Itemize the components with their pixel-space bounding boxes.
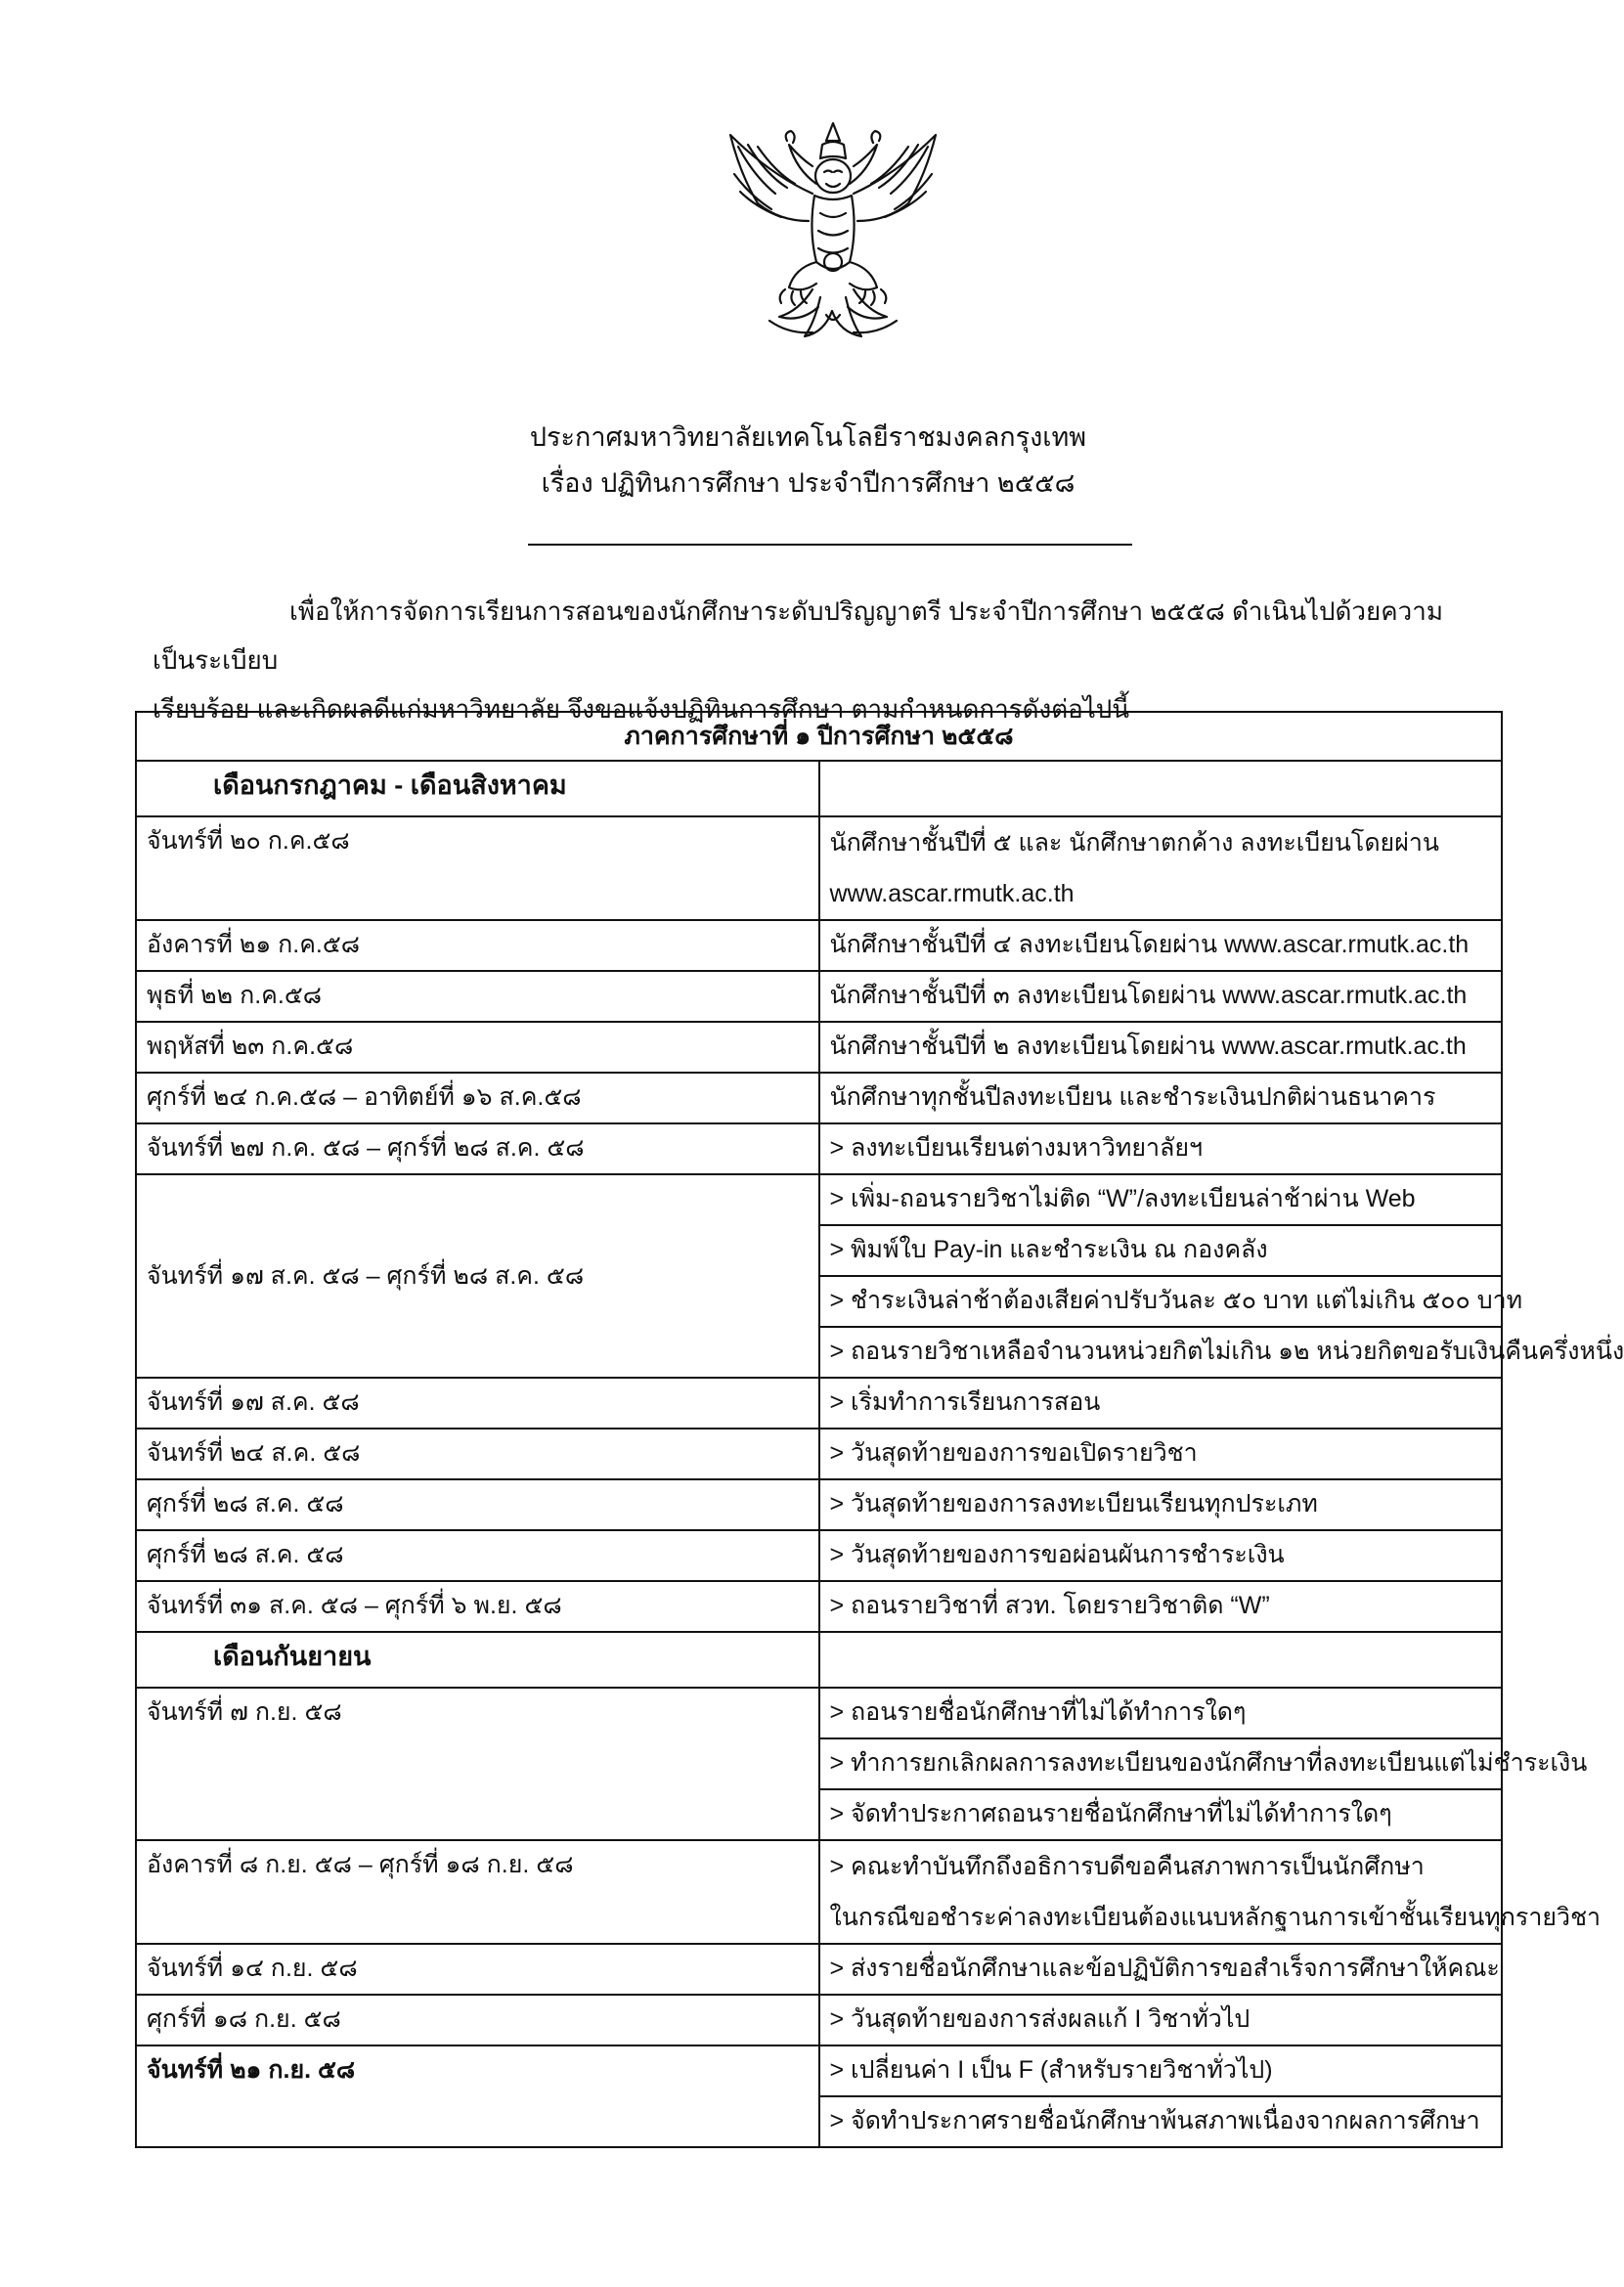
activity-cell: > จัดทำประกาศรายชื่อนักศึกษาพ้นสภาพเนื่องจากผลการศึกษา <box>819 2096 1503 2147</box>
date-cell: ศุกร์ที่ ๑๘ ก.ย. ๕๘ <box>136 1995 819 2045</box>
activity-cell <box>819 816 1503 920</box>
date-cell: ศุกร์ที่ ๒๘ ส.ค. ๕๘ <box>136 1479 819 1530</box>
month-header: เดือนกันยายน <box>136 1632 819 1688</box>
activity-cell: > เปลี่ยนค่า I เป็น F (สำหรับรายวิชาทั่วไป) <box>819 2045 1503 2096</box>
activity-cell: > เพิ่ม-ถอนรายวิชาไม่ติด “W”/ลงทะเบียนล่าช้าผ่าน Web <box>819 1174 1503 1225</box>
table-row <box>136 1123 1502 1174</box>
table-row <box>136 1944 1502 1995</box>
activity-cell: > ลงทะเบียนเรียนต่างมหาวิทยาลัยฯ <box>819 1123 1503 1174</box>
date-cell: จันทร์ที่ ๑๗ ส.ค. ๕๘ <box>136 1378 819 1429</box>
table-row <box>136 971 1502 1022</box>
activity-cell: > พิมพ์ใบ Pay-in และชำระเงิน ณ กองคลัง <box>819 1225 1503 1276</box>
table-row <box>136 1174 1502 1225</box>
activity-cell: > ชำระเงินล่าช้าต้องเสียค่าปรับวันละ ๕๐ บาท แต่ไม่เกิน ๕๐๐ บาท <box>819 1276 1503 1327</box>
activity-cell: > ส่งรายชื่อนักศึกษาและข้อปฏิบัติการขอสำเร็จการศึกษาให้คณะ <box>819 1944 1503 1995</box>
month-header-row <box>136 761 1502 816</box>
date-cell: อังคารที่ ๒๑ ก.ค.๕๘ <box>136 920 819 971</box>
table-row <box>136 1581 1502 1632</box>
date-cell: พฤหัสที่ ๒๓ ก.ค.๕๘ <box>136 1022 819 1073</box>
date-cell: จันทร์ที่ ๒๔ ส.ค. ๕๘ <box>136 1429 819 1479</box>
activity-cell: > จัดทำประกาศถอนรายชื่อนักศึกษาที่ไม่ได้ทำการใดๆ <box>819 1789 1503 1840</box>
table-row <box>136 816 1502 920</box>
month-header-row <box>136 1632 1502 1688</box>
table-row <box>136 1995 1502 2045</box>
table-row <box>136 920 1502 971</box>
announcement-subject: เรื่อง ปฏิทินการศึกษา ประจำปีการศึกษา ๒๕๕๘ <box>541 468 1075 498</box>
activity-cell: > วันสุดท้ายของการขอผ่อนผันการชำระเงิน <box>819 1530 1503 1581</box>
activity-link: www.ascar.rmutk.ac.th <box>829 880 1075 907</box>
activity-text: นักศึกษาชั้นปีที่ ๕ และ นักศึกษาตกค้าง ลงทะเบียนโดยผ่าน <box>829 829 1439 857</box>
activity-cell: นักศึกษาทุกชั้นปีลงทะเบียน และชำระเงินปกติผ่านธนาคาร <box>819 1073 1503 1123</box>
table-row <box>136 1688 1502 1738</box>
activity-cell: > ทำการยกเลิกผลการลงทะเบียนของนักศึกษาที่ลงทะเบียนแต่ไม่ชำระเงิน <box>819 1738 1503 1789</box>
term-header: ภาคการศึกษาที่ ๑ ปีการศึกษา ๒๕๕๘ <box>136 712 1502 761</box>
date-cell: ศุกร์ที่ ๒๘ ส.ค. ๕๘ <box>136 1530 819 1581</box>
month-header: เดือนกรกฎาคม - เดือนสิงหาคม <box>136 761 819 816</box>
date-cell: จันทร์ที่ ๒๗ ก.ค. ๕๘ – ศุกร์ที่ ๒๘ ส.ค. ๕๘ <box>136 1123 819 1174</box>
activity-text: > คณะทำบันทึกถึงอธิการบดีขอคืนสภาพการเป็นนักศึกษา <box>829 1853 1425 1880</box>
date-cell: จันทร์ที่ ๓๑ ส.ค. ๕๘ – ศุกร์ที่ ๖ พ.ย. ๕๘ <box>136 1581 819 1632</box>
date-cell: พุธที่ ๒๒ ก.ค.๕๘ <box>136 971 819 1022</box>
activity-cell: > ถอนรายวิชาเหลือจำนวนหน่วยกิตไม่เกิน ๑๒ หน่วยกิตขอรับเงินคืนครึ่งหนึ่ง <box>819 1327 1503 1378</box>
date-cell: ศุกร์ที่ ๒๔ ก.ค.๕๘ – อาทิตย์ที่ ๑๖ ส.ค.๕๘ <box>136 1073 819 1123</box>
date-cell: อังคารที่ ๘ ก.ย. ๕๘ – ศุกร์ที่ ๑๘ ก.ย. ๕๘ <box>136 1840 819 1944</box>
activity-cell: นักศึกษาชั้นปีที่ ๔ ลงทะเบียนโดยผ่าน www.ascar.rmutk.ac.th <box>819 920 1503 971</box>
activity-cell: นักศึกษาชั้นปีที่ ๓ ลงทะเบียนโดยผ่าน www.ascar.rmutk.ac.th <box>819 971 1503 1022</box>
date-cell: จันทร์ที่ ๑๗ ส.ค. ๕๘ – ศุกร์ที่ ๒๘ ส.ค. ๕๘ <box>136 1174 819 1378</box>
title-divider <box>528 544 1132 546</box>
table-row <box>136 1378 1502 1429</box>
activity-cell: > ถอนรายวิชาที่ สวท. โดยรายวิชาติด “W” <box>819 1581 1503 1632</box>
table-row <box>136 1429 1502 1479</box>
table-row <box>136 1479 1502 1530</box>
activity-cell: > เริ่มทำการเรียนการสอน <box>819 1378 1503 1429</box>
activity-cell: > วันสุดท้ายของการส่งผลแก้ I วิชาทั่วไป <box>819 1995 1503 2045</box>
empty-cell <box>819 1632 1503 1688</box>
activity-text: ในกรณีขอชำระค่าลงทะเบียนต้องแนบหลักฐานการเข้าชั้นเรียนทุกรายวิชา <box>829 1904 1602 1931</box>
table-row <box>136 1022 1502 1073</box>
table-row <box>136 2045 1502 2096</box>
intro-line: เรียบร้อย และเกิดผลดีแก่มหาวิทยาลัย จึงขอแจ้งปฏิทินการศึกษา ตามกำหนดการดังต่อไปนี้ <box>153 694 1130 724</box>
table-row <box>136 1840 1502 1944</box>
activity-cell: > วันสุดท้ายของการขอเปิดรายวิชา <box>819 1429 1503 1479</box>
garuda-emblem <box>711 115 955 350</box>
activity-cell: > ถอนรายชื่อนักศึกษาที่ไม่ได้ทำการใดๆ <box>819 1688 1503 1738</box>
empty-cell <box>819 761 1503 816</box>
activity-cell: นักศึกษาชั้นปีที่ ๒ ลงทะเบียนโดยผ่าน www.ascar.rmutk.ac.th <box>819 1022 1503 1073</box>
announcement-title: ประกาศมหาวิทยาลัยเทคโนโลยีราชมงคลกรุงเทพ <box>529 422 1087 452</box>
date-cell: จันทร์ที่ ๗ ก.ย. ๕๘ <box>136 1688 819 1840</box>
date-cell: จันทร์ที่ ๒๐ ก.ค.๕๘ <box>136 816 819 920</box>
table-row <box>136 1073 1502 1123</box>
term-header-row <box>136 712 1502 761</box>
intro-line: เพื่อให้การจัดการเรียนการสอนของนักศึกษาระดับปริญญาตรี ประจำปีการศึกษา ๒๕๕๘ ดำเนินไปด้วยความเป็นระเบียบ <box>153 596 1443 675</box>
table-row <box>136 1530 1502 1581</box>
activity-cell: > วันสุดท้ายของการลงทะเบียนเรียนทุกประเภท <box>819 1479 1503 1530</box>
activity-cell <box>819 1840 1602 1944</box>
academic-calendar-table <box>135 711 1624 2148</box>
date-cell: จันทร์ที่ ๒๑ ก.ย. ๕๘ <box>136 2045 819 2147</box>
date-cell: จันทร์ที่ ๑๔ ก.ย. ๕๘ <box>136 1944 819 1995</box>
